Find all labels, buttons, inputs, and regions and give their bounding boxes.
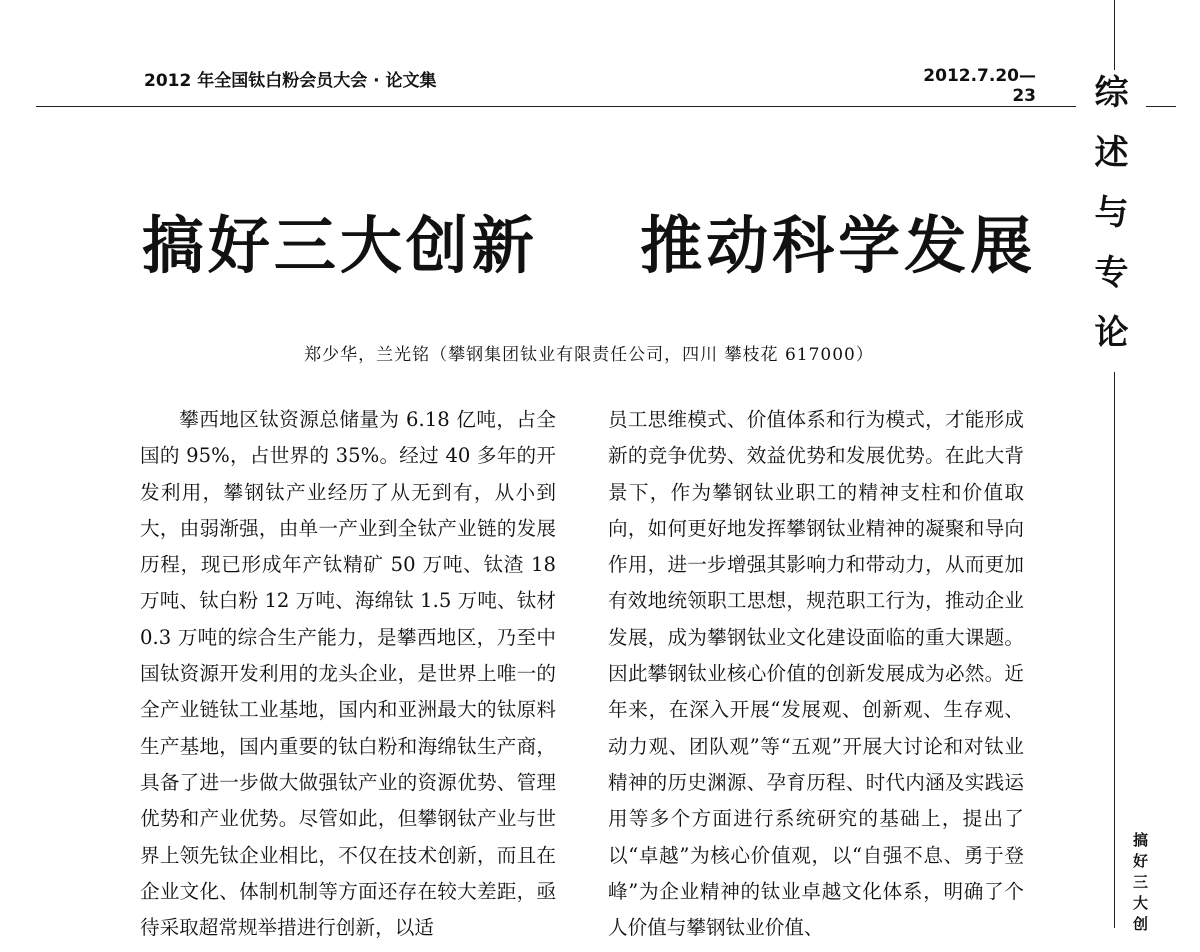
running-header-left: 2012 年全国钛白粉会员大会 · 论文集 — [144, 71, 437, 91]
body-column-left — [140, 402, 556, 946]
article-title: 搞好三大创新 推动科学发展 — [141, 209, 1037, 282]
header-rule — [36, 106, 1076, 107]
paragraph: 攀西地区钛资源总储量为 6.18 亿吨，占全国的 95%，占世界的 35%。经过 40 多年的开发利用，攀钢钛产业经历了从无到有，从小到大，由弱渐强，由单一产业到全钛产业链的发展历程，现已形成年产钛精矿 50 万吨、钛渣 18 万吨、钛白粉 12 万吨、海绵钛 1.5 万吨、钛材 0.3 万吨的综合生产能力，是攀西地区，乃至中国钛资源开发利用的龙头企业，是世界上唯一的全产业链钛工业基地，国内和亚洲最大的钛原料生产基地，国内重要的钛白粉和海绵钛生产商，具备了进一步做大做强钛产业的资源优势、管理优势和产业优势。尽管如此，但攀钢钛产业与世界上领先钛企业相比，不仅在技术创新，而且在企业文化、体制机制等方面还存在较大差距，亟待采取超常规举措进行创新，以适 — [140, 408, 556, 940]
header-rule-right — [1146, 106, 1176, 107]
running-header-date: 2012.7.20—23 — [923, 66, 1036, 106]
section-label-vertical: 综述与专论 — [1088, 74, 1128, 374]
side-rule-top — [1114, 0, 1115, 70]
side-rule-middle — [1114, 372, 1115, 928]
author-affiliation: 郑少华，兰光铭（攀钢集团钛业有限责任公司，四川 攀枝花 617000） — [304, 345, 874, 365]
running-title-vertical: 搞好三大创 — [1131, 832, 1149, 937]
body-column-right — [608, 402, 1024, 946]
paragraph: 员工思维模式、价值体系和行为模式，才能形成新的竞争优势、效益优势和发展优势。在此大背景下，作为攀钢钛业职工的精神支柱和价值取向，如何更好地发挥攀钢钛业精神的凝聚和导向作用，进一步增强其影响力和带动力，从而更加有效地统领职工思想，规范职工行为，推动企业发展，成为攀钢钛业文化建设面临的重大课题。因此攀钢钛业核心价值的创新发展成为必然。近年来，在深入开展“发展观、创新观、生存观、动力观、团队观”等“五观”开展大讨论和对钛业精神的历史渊源、孕育历程、时代内涵及实践运用等多个方面进行系统研究的基础上，提出了以“卓越”为核心价值观，以“自强不息、勇于登峰”为企业精神的钛业卓越文化体系，明确了个人价值与攀钢钛业价值、 — [608, 408, 1024, 940]
